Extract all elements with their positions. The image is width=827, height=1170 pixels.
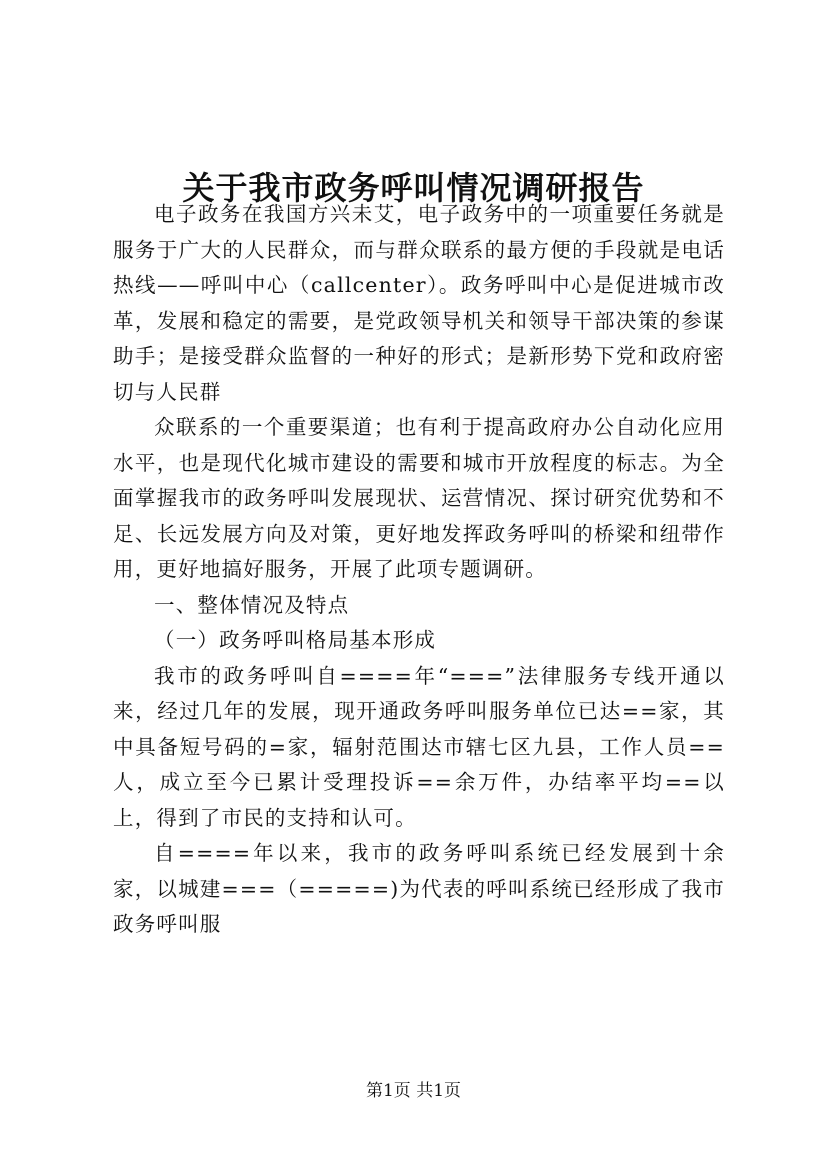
page-footer: 第1页 共1页 <box>365 1081 462 1101</box>
paragraph-intro: 电子政务在我国方兴未艾，电子政务中的一项重要任务就是服务于广大的人民群众，而与群众联系的最方便的手段就是电话热线——呼叫中心（callcenter）。政务呼叫中心是促进城市改革，发展和稳定的需要，是党政领导机关和领导干部决策的参谋助手；是接受群众监督的一种好的形式；是新形势下党和政府密切与人民群 <box>113 202 725 404</box>
document-body <box>113 197 725 943</box>
section-heading: 一、整体情况及特点 <box>154 592 350 617</box>
paragraph-development: 自====年以来，我市的政务呼叫系统已经发展到十余家，以城建===（=====)为代表的呼叫系统已经形成了我市政务呼叫服 <box>113 841 725 936</box>
paragraph-purpose: 众联系的一个重要渠道；也有利于提高政府办公自动化应用水平，也是现代化城市建设的需要和城市开放程度的标志。为全面掌握我市的政务呼叫发展现状、运营情况、探讨研究优势和不足、长远发展方向及对策，更好地发挥政务呼叫的桥梁和纽带作用，更好地搞好服务，开展了此项专题调研。 <box>113 415 725 581</box>
document-title: 关于我市政务呼叫情况调研报告 <box>182 169 645 208</box>
subsection-heading: （一）政务呼叫格局基本形成 <box>154 628 437 652</box>
paragraph-overview: 我市的政务呼叫自====年“===”法律服务专线开通以来，经过几年的发展，现开通政务呼叫服务单位已达==家，其中具备短号码的=家，辐射范围达市辖七区九县，工作人员==人，成立至今已累计受理投诉==余万件，办结率平均==以上，得到了市民的支持和认可。 <box>113 663 725 830</box>
